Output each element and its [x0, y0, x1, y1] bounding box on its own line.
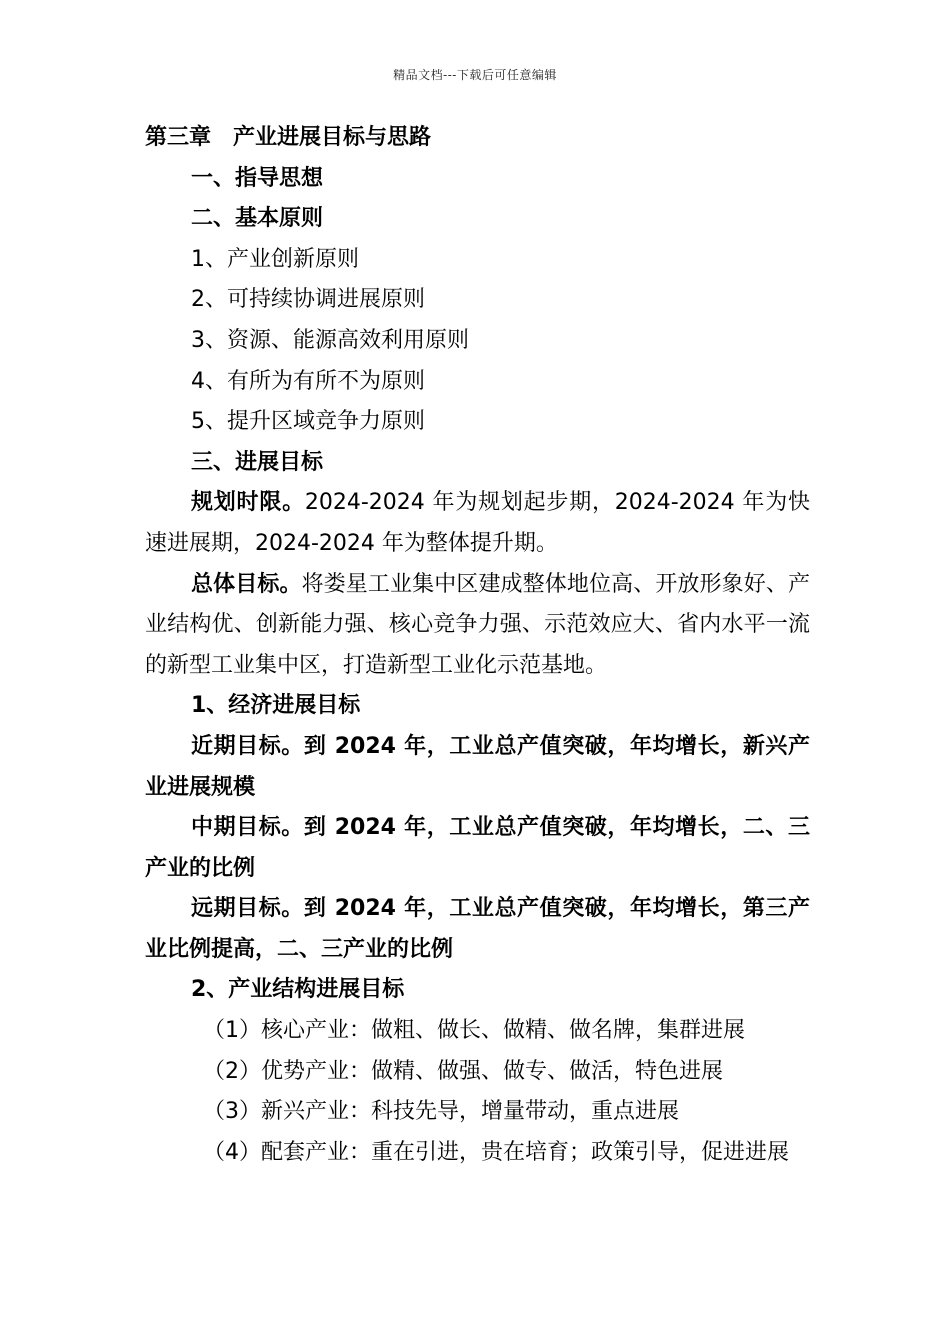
page-header: 精品文档---下载后可任意编辑: [393, 68, 557, 82]
overall-goal-text: 将娄星工业集中区建成整体地位高、开放形象好、产业结构优、创新能力强、核心竞争力强、示范效应大、省内水平一流的新型工业集中区，打造新型工业化示范基地。: [145, 571, 810, 678]
chapter-title: 第三章 产业进展目标与思路: [145, 125, 432, 150]
section-heading-guiding-ideology: 一、指导思想: [191, 165, 324, 191]
planning-period-text: 2024-2024 年为规划起步期，2024-2024 年为快速进展期，2024-2024 年为整体提升期。: [145, 490, 810, 556]
near-term-goal: 近期目标。到 2024 年，工业总产值突破，年均增长，新兴产业进展规模: [145, 733, 810, 800]
planning-period-paragraph: [145, 483, 810, 564]
mid-term-goal: 中期目标。到 2024 年，工业总产值突破，年均增长，二、三产业的比例: [145, 815, 810, 881]
document-body: [145, 118, 810, 1173]
economic-goals-heading: 1、经济进展目标: [191, 693, 361, 719]
industry-structure-heading: 2、产业结构进展目标: [191, 977, 405, 1003]
structure-item: （2）优势产业：做精、做强、做专、做活，特色进展: [203, 1058, 723, 1084]
overall-goal-paragraph: [145, 565, 810, 687]
overall-goal-lead: 总体目标。: [191, 571, 302, 597]
section-heading-basic-principles: 二、基本原则: [191, 206, 324, 232]
principle-item: 4、有所为有所不为原则: [191, 368, 425, 394]
structure-item: （1）核心产业：做粗、做长、做精、做名牌，集群进展: [203, 1018, 745, 1044]
principle-item: 5、提升区域竞争力原则: [191, 409, 425, 435]
long-term-goal: 远期目标。到 2024 年，工业总产值突破，年均增长，第三产业比例提高，二、三产业的比例: [145, 896, 810, 962]
principle-item: 2、可持续协调进展原则: [191, 287, 425, 313]
principle-item: 1、产业创新原则: [191, 246, 359, 272]
structure-item: （4）配套产业：重在引进，贵在培育；政策引导，促进进展: [203, 1139, 789, 1165]
section-heading-development-goals: 三、进展目标: [191, 449, 324, 475]
planning-period-lead: 规划时限。: [191, 490, 305, 516]
structure-item: （3）新兴产业：科技先导，增量带动，重点进展: [203, 1099, 679, 1125]
principle-item: 3、资源、能源高效利用原则: [191, 327, 469, 353]
